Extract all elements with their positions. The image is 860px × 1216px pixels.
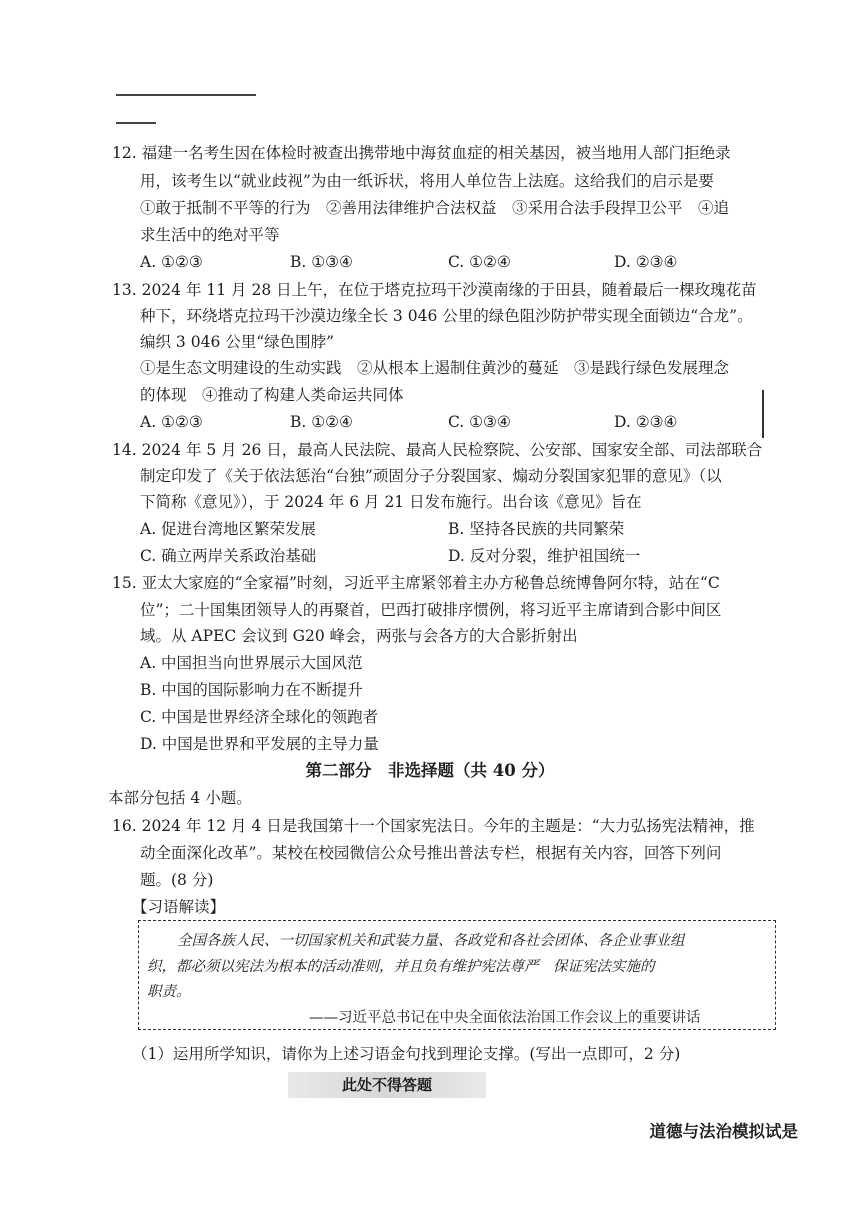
quote-line-2: 织，都必须以宪法为根本的活动准则，并且负有维护宪法尊严 保证宪法实施的 [147,959,655,975]
question-13-line-1: 13. 2024 年 11 月 28 日上午，在位于塔克拉玛干沙漠南缘的于田县，随着最后一棵玫瑰花苗 [112,281,757,299]
question-13-line-2: 种下，环绕塔克拉玛干沙漠边缘全长 3 046 公里的绿色阻沙防护带实现全面锁边“合龙”。 [140,307,753,325]
header-rule-short [116,122,156,124]
quote-line-1: 全国各族人民、一切国家机关和武装力量、各政党和各社会团体、各企业事业组 [177,933,685,949]
footer-title: 道德与法治模拟试是 [649,1122,798,1141]
question-14-line-2: 制定印发了《关于依法惩治“台独”顽固分子分裂国家、煽动分裂国家犯罪的意见》（以 [140,467,722,485]
question-13-line-5: 的体现 ④推动了构建人类命运共同体 [140,386,404,404]
question-12-option-c: C. ①②④ [448,253,511,271]
question-12-option-d: D. ②③④ [614,253,678,271]
question-14-line-3: 下简称《意见》），于 2024 年 6 月 21 日发布施行。出台该《意见》旨在 [140,493,642,511]
question-15-option-a: A. 中国担当向世界展示大国风范 [140,654,363,672]
quote-section-tag: 【习语解读】 [132,898,226,916]
question-12-line-4: 求生活中的绝对平等 [140,226,280,244]
margin-mark [762,390,764,438]
quote-box [138,920,776,1030]
question-13-option-a: A. ①②③ [140,413,203,431]
part-2-intro: 本部分包括 4 小题。 [108,789,252,807]
question-12-line-1: 12. 福建一名考生因在体检时被查出携带地中海贫血症的相关基因，被当地用人部门拒绝录 [112,144,731,162]
question-12-line-3: ①敢于抵制不平等的行为 ②善用法律维护合法权益 ③采用合法手段捍卫公平 ④追 [140,199,730,217]
header-rule [116,94,256,96]
question-15-option-c: C. 中国是世界经济全球化的领跑者 [140,708,379,726]
question-15-option-d: D. 中国是世界和平发展的主导力量 [140,735,379,753]
question-15-line-1: 15. 亚太大家庭的“全家福”时刻，习近平主席紧邻着主办方秘鲁总统博鲁阿尔特，站在“C [112,574,720,592]
quote-source: ——习近平总书记在中央全面依法治国工作会议上的重要讲话 [309,1010,701,1026]
question-14-option-b: B. 坚持各民族的共同繁荣 [448,520,625,538]
question-15-option-b: B. 中国的国际影响力在不断提升 [140,681,363,699]
question-14-option-d: D. 反对分裂，维护祖国统一 [448,547,641,565]
question-12-line-2: 用，该考生以“就业歧视”为由一纸诉状，将用人单位告上法庭。这给我们的启示是要 [140,172,714,190]
question-15-line-3: 域。从 APEC 会议到 G20 峰会，两张与会各方的大合影折射出 [140,627,578,645]
question-16-line-1: 16. 2024 年 12 月 4 日是我国第十一个国家宪法日。今年的主题是：“大力弘扬宪法精神，推 [112,817,755,835]
question-16-line-3: 题。(8 分) [140,871,214,889]
no-answer-stamp: 此处不得答题 [288,1072,486,1098]
question-13-option-b: B. ①②④ [290,413,353,431]
question-13-line-4: ①是生态文明建设的生动实践 ②从根本上遏制住黄沙的蔓延 ③是践行绿色发展理念 [140,359,730,377]
question-14-option-c: C. 确立两岸关系政治基础 [140,547,317,565]
question-14-line-1: 14. 2024 年 5 月 26 日，最高人民法院、最高人民检察院、公安部、国家安全部、司法部联合 [112,441,763,459]
question-12-option-b: B. ①③④ [290,253,353,271]
question-14-option-a: A. 促进台湾地区繁荣发展 [140,520,317,538]
question-15-line-2: 位”；二十国集团领导人的再聚首，巴西打破排序惯例，将习近平主席请到合影中间区 [140,601,722,619]
question-13-option-d: D. ②③④ [614,413,678,431]
question-12-option-a: A. ①②③ [140,253,203,271]
question-16-sub-1: （1）运用所学知识，请你为上述习语金句找到理论支撑。(写出一点即可，2 分) [132,1045,681,1063]
question-13-option-c: C. ①③④ [448,413,511,431]
quote-line-3: 职责。 [147,984,191,1000]
question-13-line-3: 编织 3 046 公里“绿色围脖” [140,333,335,351]
question-16-line-2: 动全面深化改革”。某校在校园微信公众号推出普法专栏，根据有关内容，回答下列问 [140,844,722,862]
part-2-title: 第二部分 非选择题（共 40 分） [305,761,555,780]
